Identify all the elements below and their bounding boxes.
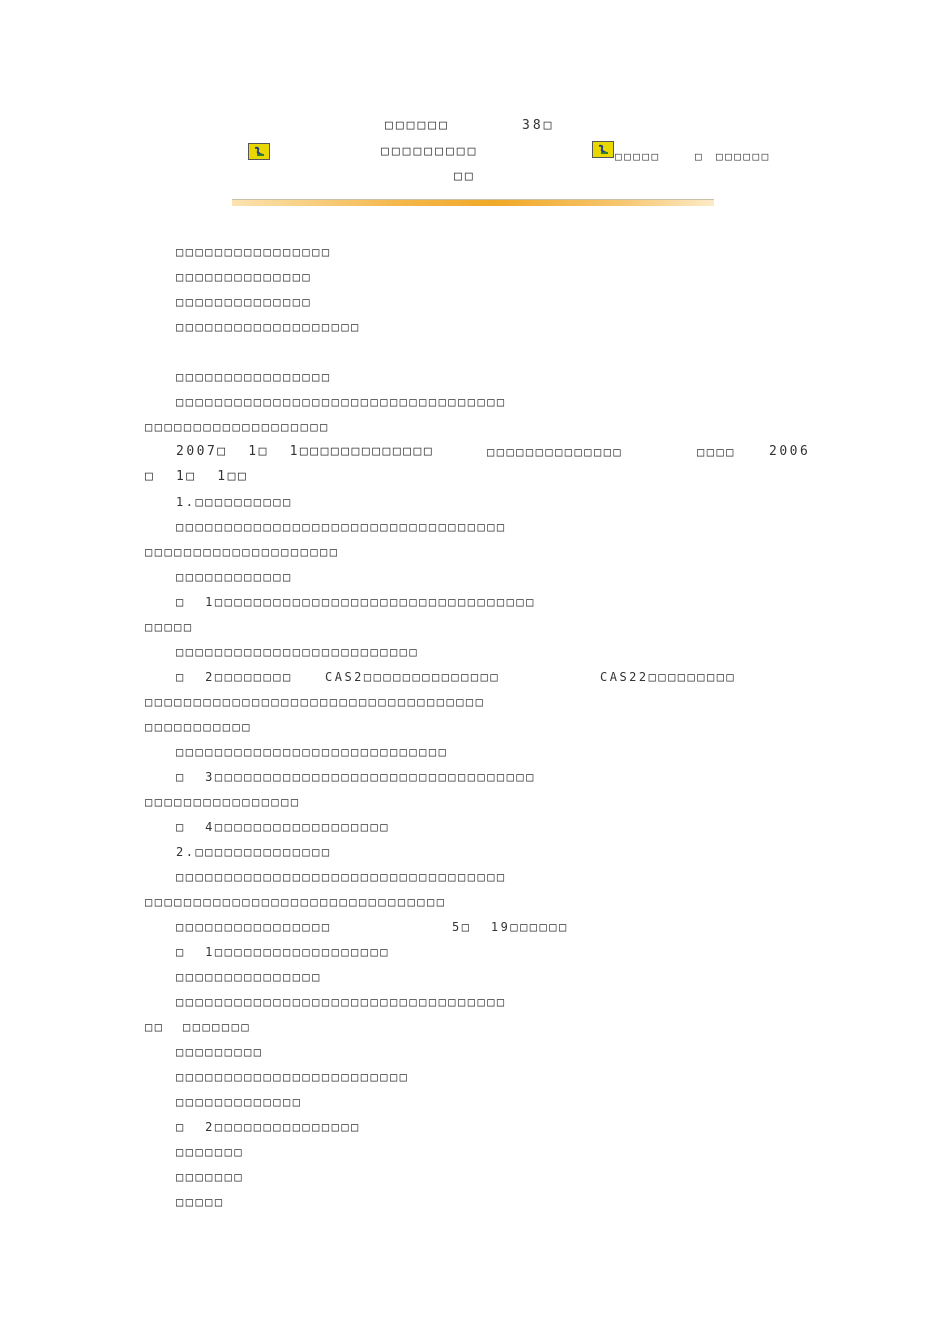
body-line: CAS22□□□□□□□□□ (600, 670, 737, 684)
body-line: □□□□□□□□□□□□□□□□□□□□□□□□□□□□□□□□□□□ (145, 695, 486, 709)
body-line: 5□ 19□□□□□□ (452, 920, 569, 934)
section-heading: 1.□□□□□□□□□□ (176, 495, 293, 509)
body-line-date: 2007□ 1□ 1□□□□□□□□□□□□□ (176, 444, 435, 459)
body-line: □□□□□□□□□□□□□□□□ (145, 795, 301, 809)
body-line: □□□□□ (145, 620, 194, 634)
body-line: □□□□□□□□□□□□□□□□□□□□□□□□ (176, 1070, 410, 1084)
body-line: □□□□□□□ (176, 1170, 245, 1184)
body-line: □□□□□□□□□□□□□□ (176, 295, 313, 309)
header-title-line2: □□□□□□□□□ (381, 144, 479, 159)
book-link-icon[interactable] (248, 143, 270, 160)
header-issue-number: 38□ (522, 118, 555, 133)
body-line: □□□□□□□□□□□□□□ (176, 270, 313, 284)
body-line: □□□□□□□ (183, 1020, 252, 1034)
body-line: □□□□□□□□□□□□□□□□□□□ (145, 420, 330, 434)
body-line: □□□□□□□□□□□□□□ (487, 445, 624, 459)
body-line: □□□□□ (176, 1195, 225, 1209)
header-title-line1: □□□□□□ (385, 118, 450, 133)
body-line: □□□□□□□□□ (176, 1045, 264, 1059)
header-divider (232, 199, 714, 206)
body-line: □□□□□□□□□□□□□□□□□□□□ (145, 545, 340, 559)
body-line: □□□□ (697, 445, 736, 459)
book-link-icon-right[interactable] (592, 141, 614, 158)
body-line: □ 1□□□□□□□□□□□□□□□□□□□□□□□□□□□□□□□□□ (176, 595, 536, 609)
body-line: □ 3□□□□□□□□□□□□□□□□□□□□□□□□□□□□□□□□□ (176, 770, 536, 784)
header-title-line3: □□ (454, 169, 476, 184)
body-line: □□□□□□□ (176, 1145, 245, 1159)
body-line: □□□□□□□□□□□□ (176, 570, 293, 584)
book-link-glyph-icon (595, 143, 611, 156)
body-line: □□□□□□□□□□□□□□□□□□□□□□□□□□□□□□□□□□ (176, 870, 507, 884)
body-line: □□□□□□□□□□□□□□□□□□□□□□□□□□□□□□□□□□ (176, 395, 507, 409)
body-line: □ 1□□□□□□□□□□□□□□□□□□ (176, 945, 390, 959)
body-line: □□□□□□□□□□□□□□□□□□□□□□□□□ (176, 645, 420, 659)
body-line: □□□□□□□□□□□□□ (176, 1095, 303, 1109)
body-line: □□□□□□□□□□□□□□□□□□□□□□□□□□□□□□□ (145, 895, 447, 909)
body-line: □□□□□□□□□□□□□□□ (176, 970, 322, 984)
body-line: □□□□□□□□□□□□□□□□ (176, 370, 332, 384)
header-right-text-c: □□□□□□ (716, 150, 771, 163)
body-line: □□□□□□□□□□□□□□□□□□□□□□□□□□□□□□□□□□ (176, 520, 507, 534)
header-right-text-a: □□□□□ (615, 150, 661, 163)
body-line: □ 4□□□□□□□□□□□□□□□□□□ (176, 820, 390, 834)
body-line: □ 2□□□□□□□□□□□□□□□ (176, 1120, 361, 1134)
body-line: CAS2□□□□□□□□□□□□□□ (325, 670, 501, 684)
body-line: □ 2□□□□□□□□ (176, 670, 293, 684)
body-line: □ 1□ 1□□ (145, 469, 249, 484)
body-line: □□□□□□□□□□□ (145, 720, 252, 734)
body-line: □□□□□□□□□□□□□□□□□□□ (176, 320, 361, 334)
book-link-glyph-icon (251, 145, 267, 158)
header-right-text-b: □ (695, 150, 705, 163)
section-heading: 2.□□□□□□□□□□□□□□ (176, 845, 332, 859)
body-line: □□□□□□□□□□□□□□□□ (176, 920, 332, 934)
body-line: □□□□□□□□□□□□□□□□ (176, 245, 332, 259)
body-line-year: 2006 (769, 444, 811, 459)
body-line: □□□□□□□□□□□□□□□□□□□□□□□□□□□□□□□□□□ (176, 995, 507, 1009)
body-line: □□□□□□□□□□□□□□□□□□□□□□□□□□□□ (176, 745, 449, 759)
body-line: □□ (145, 1020, 165, 1034)
